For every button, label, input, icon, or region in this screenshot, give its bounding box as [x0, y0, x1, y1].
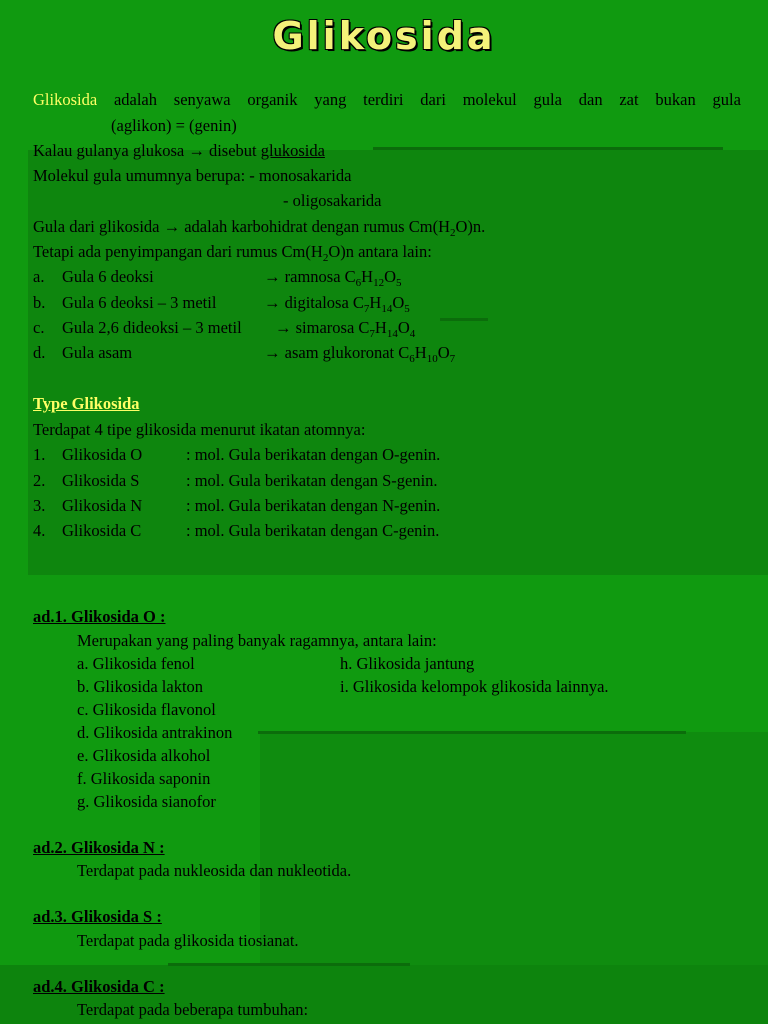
- ad3-text: Terdapat pada glikosida tiosianat.: [77, 931, 299, 950]
- subscript: 2: [449, 227, 456, 239]
- sugar-name: Gula asam: [62, 343, 133, 362]
- definition-word: gula: [533, 90, 562, 109]
- tetapi-text: O)n antara lain:: [328, 242, 432, 261]
- oligo-line: - oligosakarida: [283, 191, 382, 210]
- definition-word: bukan: [655, 90, 696, 109]
- definition-word: dari: [420, 90, 446, 109]
- sugar-name: Gula 6 deoksi – 3 metil: [62, 293, 217, 312]
- subscript: 5: [396, 277, 402, 289]
- glukosida-line: [33, 141, 325, 161]
- ad3-heading: ad.3. Glikosida S :: [33, 907, 162, 926]
- rumus-text: O)n.: [455, 217, 486, 236]
- subscript: 10: [426, 353, 438, 365]
- type-intro: Terdapat 4 tipe glikosida menurut ikatan atomnya:: [33, 420, 366, 439]
- sugar-product: → simarosa C: [275, 318, 370, 337]
- definition-word: dan: [578, 90, 603, 109]
- element-symbol: H: [414, 343, 427, 362]
- element-symbol: O: [392, 293, 405, 312]
- list-item: f. Glikosida saponin: [77, 769, 211, 788]
- ad1-intro: Merupakan yang paling banyak ragamnya, antara lain:: [77, 631, 437, 650]
- sugar-product: → asam glukoronat C: [264, 343, 410, 362]
- subscript: 14: [381, 303, 393, 315]
- subscript: 6: [355, 277, 362, 289]
- sugar-letter: a.: [33, 267, 45, 286]
- type-name: Glikosida O: [62, 445, 143, 464]
- page-title: Glikosida: [272, 14, 496, 58]
- type-number: 4.: [33, 521, 46, 540]
- list-item: c. Glikosida flavonol: [77, 700, 216, 719]
- element-symbol: O: [384, 267, 396, 286]
- list-item: e. Glikosida alkohol: [77, 746, 211, 765]
- tetapi-line: [33, 242, 432, 262]
- ad4-heading: ad.4. Glikosida C :: [33, 977, 165, 996]
- rumus-text: Gula dari glikosida → adalah karbohidrat dengan rumus Cm(H: [33, 217, 450, 236]
- type-description: : mol. Gula berikatan dengan S-genin.: [186, 471, 438, 490]
- glukosida-term: glukosida: [260, 141, 325, 160]
- rumus-line: [33, 217, 485, 237]
- subscript: 7: [449, 353, 456, 365]
- molekul-line: Molekul gula umumnya berupa: - monosakarida: [33, 166, 352, 185]
- type-number: 1.: [33, 445, 46, 464]
- definition-line-2: (aglikon) = (genin): [111, 116, 237, 135]
- decorative-bar: [440, 318, 488, 321]
- ad2-heading: ad.2. Glikosida N :: [33, 838, 165, 857]
- subscript: 5: [404, 303, 410, 315]
- ad4-text: Terdapat pada beberapa tumbuhan:: [77, 1000, 309, 1019]
- glukosida-text: Kalau gulanya glukosa → disebut: [33, 141, 261, 160]
- sugar-formula: [264, 343, 455, 363]
- definition-word: adalah: [113, 90, 158, 109]
- sugar-letter: c.: [33, 318, 45, 337]
- subscript: 12: [373, 277, 385, 289]
- type-name: Glikosida S: [62, 471, 140, 490]
- definition-word: yang: [314, 90, 347, 109]
- sugar-letter: b.: [33, 293, 46, 312]
- subscript: 14: [386, 328, 398, 340]
- definition-word: zat: [619, 90, 639, 109]
- list-item: d. Glikosida antrakinon: [77, 723, 233, 742]
- ad1-heading: ad.1. Glikosida O :: [33, 607, 166, 626]
- definition-line: [33, 90, 741, 110]
- type-number: 3.: [33, 496, 46, 515]
- decorative-bar: [373, 147, 723, 150]
- sugar-product: → digitalosa C: [264, 293, 364, 312]
- type-description: : mol. Gula berikatan dengan C-genin.: [186, 521, 440, 540]
- subscript: 4: [409, 328, 416, 340]
- type-description: : mol. Gula berikatan dengan N-genin.: [186, 496, 441, 515]
- list-item: b. Glikosida lakton: [77, 677, 204, 696]
- type-number: 2.: [33, 471, 46, 490]
- subscript: 2: [322, 252, 329, 264]
- definition-word: gula: [712, 90, 741, 109]
- type-heading: Type Glikosida: [33, 394, 140, 413]
- element-symbol: H: [374, 318, 387, 337]
- subscript: 7: [369, 328, 375, 340]
- type-name: Glikosida N: [62, 496, 143, 515]
- list-item: h. Glikosida jantung: [340, 654, 475, 673]
- tetapi-text: Tetapi ada penyimpangan dari rumus Cm(H: [33, 242, 323, 261]
- decorative-bar: [168, 963, 410, 966]
- list-item: g. Glikosida sianofor: [77, 792, 216, 811]
- element-symbol: O: [437, 343, 450, 362]
- ad2-text: Terdapat pada nukleosida dan nukleotida.: [77, 861, 352, 880]
- sugar-formula: [264, 293, 410, 313]
- definition-term: Glikosida: [33, 90, 98, 109]
- type-description: : mol. Gula berikatan dengan O-genin.: [186, 445, 441, 464]
- list-item: i. Glikosida kelompok glikosida lainnya.: [340, 677, 609, 696]
- subscript: 6: [409, 353, 415, 365]
- decorative-bar: [258, 731, 686, 734]
- sugar-formula: [275, 318, 415, 338]
- element-symbol: O: [397, 318, 410, 337]
- sugar-name: Gula 2,6 dideoksi – 3 metil: [62, 318, 242, 337]
- subscript: 7: [363, 303, 370, 315]
- definition-word: terdiri: [363, 90, 404, 109]
- element-symbol: H: [361, 267, 374, 286]
- list-item: a. Glikosida fenol: [77, 654, 195, 673]
- sugar-formula: [264, 267, 402, 287]
- sugar-name: Gula 6 deoksi: [62, 267, 154, 286]
- definition-word: organik: [247, 90, 298, 109]
- definition-word: senyawa: [173, 90, 231, 109]
- sugar-letter: d.: [33, 343, 46, 362]
- element-symbol: H: [369, 293, 382, 312]
- definition-word: molekul: [462, 90, 517, 109]
- type-name: Glikosida C: [62, 521, 142, 540]
- sugar-product: → ramnosa C: [264, 267, 356, 286]
